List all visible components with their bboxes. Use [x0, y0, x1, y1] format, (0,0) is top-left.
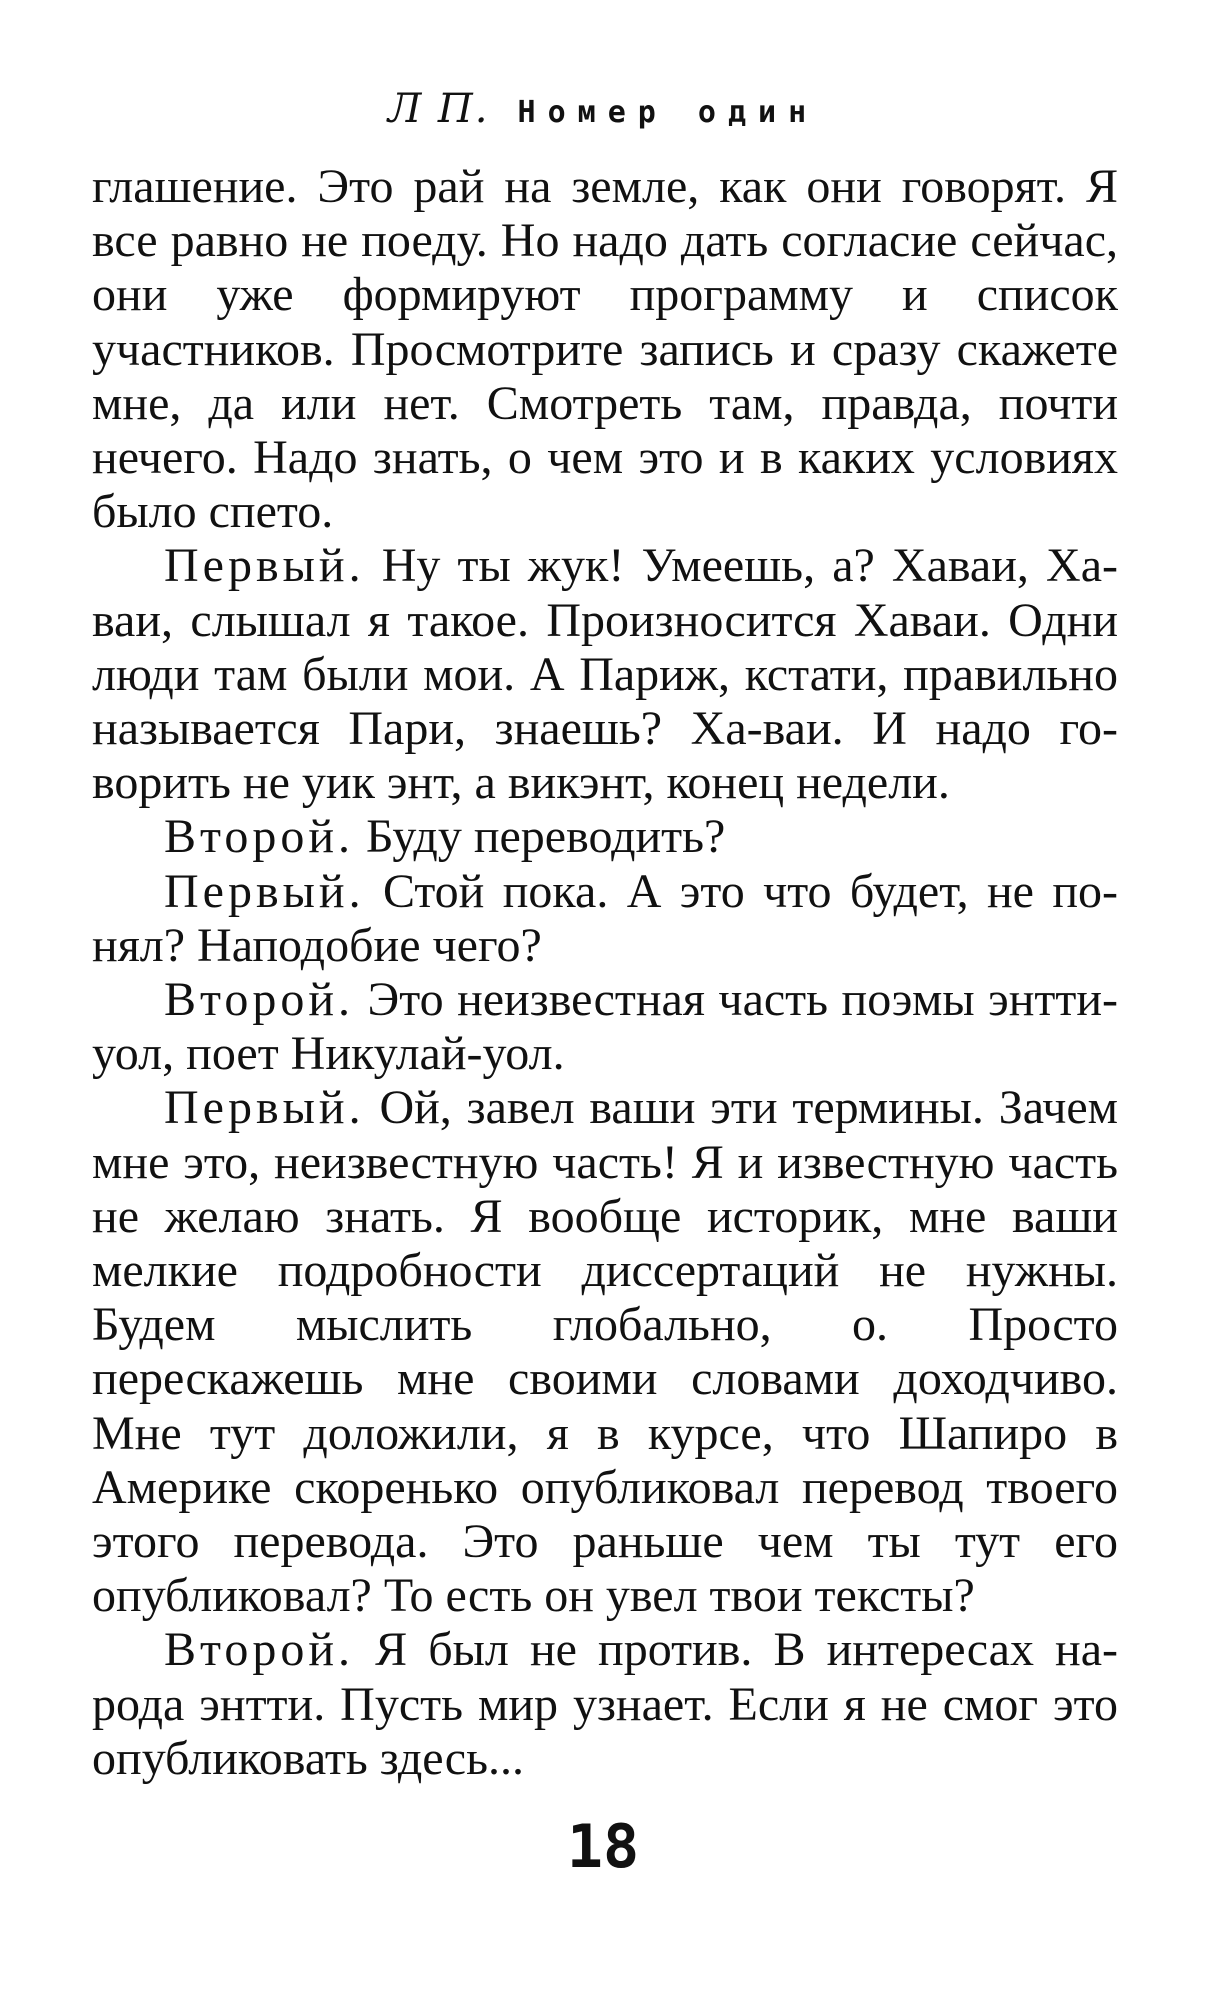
speaker-name: Второй. [164, 1623, 355, 1677]
paragraph-text: Ой, завел ваши эти термины. Зачем мне это, неизвестную часть! Я и известную часть не желаю знать. Я вообще историк, мне ваши мелкие подробности диссертаций не нужны. Будем мыслить глобально, о. Просто перескажешь мне своими словами доходчиво. Мне тут доложили, я в курсе, что Шапиро в Америке скоренько опубликовал перевод твоего этого перевода. Это раньше чем ты тут его опубликовал? То есть он увел твои тексты? [92, 1081, 1119, 1623]
paragraph-text: Стой пока. А это что будет, не понял? Наподобие чего? [92, 864, 1118, 972]
paragraph-text: глашение. Это рай на земле, как они говорят. Я все равно не поеду. Но надо дать согласие сейчас, они уже формируют программу и список участников. Просмотрите запись и сразу скажете мне, да или нет. Смотреть там, правда, почти нечего. Надо знать, о чем это и в каких условиях было спето. [92, 160, 1118, 539]
author-monogram: Л П. [387, 86, 490, 132]
running-title: Номер один [517, 95, 819, 130]
running-header [0, 86, 1206, 132]
speaker-name: Второй. [164, 810, 355, 864]
speaker-name: Второй. [164, 973, 355, 1027]
dialogue-paragraph [92, 1081, 1118, 1623]
dialogue-paragraph [92, 1623, 1118, 1786]
dialogue-paragraph [92, 865, 1118, 973]
body-text [92, 160, 1118, 1786]
speaker-name: Первый. [164, 539, 365, 593]
dialogue-paragraph [92, 973, 1118, 1081]
paragraph-text: Я был не против. В интересах народа энтти. Пусть мир узнает. Если я не смог это опубликовать здесь... [92, 1623, 1119, 1785]
dialogue-paragraph [92, 539, 1118, 810]
paragraph-continuation [92, 160, 1118, 539]
page-number: 18 [566, 1812, 640, 1882]
paragraph-text: Буду переводить? [366, 810, 726, 864]
dialogue-paragraph [92, 810, 1118, 864]
speaker-name: Первый. [164, 1081, 365, 1135]
paragraph-text: Это неизвестная часть поэмы энтти-уол, поет Никулай-уол. [92, 973, 1119, 1081]
paragraph-text: Ну ты жук! Умеешь, а? Хаваи, Хаваи, слышал я такое. Произносится Хаваи. Одни люди там были мои. А Париж, кстати, правильно называется Пари, знаешь? Ха-ваи. И надо говорить не уик энт, а викэнт, конец недели. [92, 539, 1119, 810]
speaker-name: Первый. [164, 864, 365, 918]
